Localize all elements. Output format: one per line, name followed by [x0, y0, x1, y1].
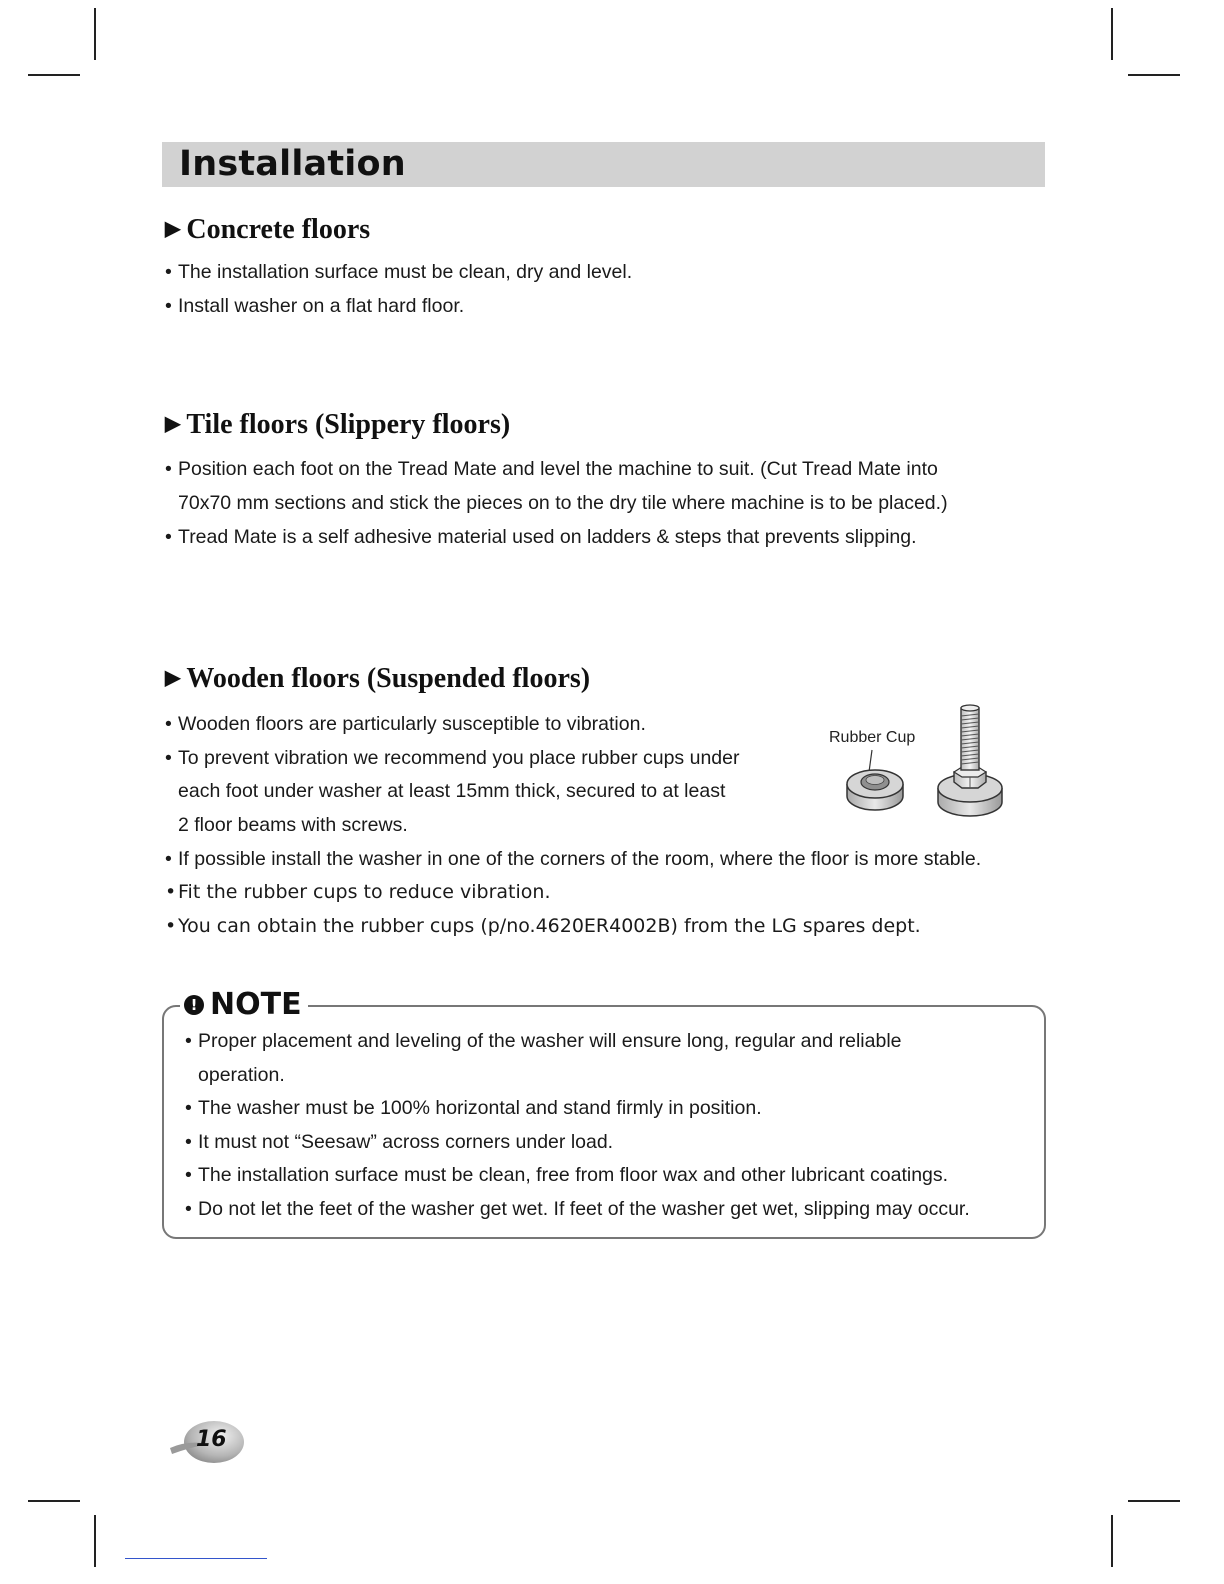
footer-rule — [125, 1558, 267, 1559]
bullet-icon: • — [185, 1198, 192, 1220]
note-item: • The washer must be 100% horizontal and stand firmly in position. — [185, 1097, 762, 1119]
list-item: •You can obtain the rubber cups (p/no.4620ER4002B) from the LG spares dept. — [165, 915, 921, 937]
bullet-icon: • — [165, 458, 172, 480]
section-heading-concrete: ▶ Concrete floors — [165, 214, 371, 245]
list-item-continuation: 70x70 mm sections and stick the pieces on to the dry tile where machine is to be placed.) — [178, 492, 948, 514]
page-number: 16 — [196, 1427, 227, 1452]
bullet-icon: • — [185, 1131, 192, 1153]
list-item: • Tread Mate is a self adhesive material used on ladders & steps that prevents slipping. — [165, 526, 917, 548]
bullet-icon: • — [165, 747, 172, 769]
section-heading-tile: ▶ Tile floors (Slippery floors) — [165, 409, 511, 440]
crop-mark — [28, 1500, 80, 1502]
list-item: •Fit the rubber cups to reduce vibration. — [165, 881, 551, 903]
rubber-cup-illustration — [820, 700, 1020, 825]
list-item: • The installation surface must be clean, dry and level. — [165, 261, 633, 283]
bullet-icon: • — [185, 1164, 192, 1186]
rubber-cup-label: Rubber Cup — [829, 729, 916, 746]
bullet-icon: • — [165, 713, 172, 735]
section-heading-wooden: ▶ Wooden floors (Suspended floors) — [165, 663, 591, 694]
leader-line — [869, 750, 872, 772]
crop-mark — [94, 8, 96, 60]
note-item: • Proper placement and leveling of the washer will ensure long, regular and reliable — [185, 1030, 902, 1052]
bullet-icon: • — [185, 1030, 192, 1052]
note-item: • It must not “Seesaw” across corners under load. — [185, 1131, 614, 1153]
crop-mark — [1128, 74, 1180, 76]
bullet-icon: • — [165, 915, 177, 937]
adjustable-foot-icon — [938, 705, 1002, 816]
bullet-icon: • — [165, 261, 172, 283]
list-item: • Install washer on a flat hard floor. — [165, 295, 465, 317]
triangle-icon: ▶ — [165, 413, 181, 435]
bullet-icon: • — [165, 526, 172, 548]
list-item-continuation: 2 floor beams with screws. — [178, 814, 408, 836]
triangle-icon: ▶ — [165, 218, 181, 240]
bullet-icon: • — [165, 295, 172, 317]
rubber-cup-icon — [847, 770, 903, 810]
note-item-continuation: operation. — [198, 1064, 285, 1086]
crop-mark — [1111, 8, 1113, 60]
list-item-continuation: each foot under washer at least 15mm thick, secured to at least — [178, 780, 726, 802]
note-heading: ! NOTE — [180, 986, 308, 1024]
crop-mark — [28, 74, 80, 76]
bullet-icon: • — [165, 848, 172, 870]
triangle-icon: ▶ — [165, 667, 181, 689]
crop-mark — [94, 1515, 96, 1567]
page-title: Installation — [179, 144, 406, 184]
crop-mark — [1111, 1515, 1113, 1567]
bullet-icon: • — [165, 881, 177, 903]
bullet-icon: • — [185, 1097, 192, 1119]
note-item: • Do not let the feet of the washer get wet. If feet of the washer get wet, slipping may occur. — [185, 1198, 970, 1220]
note-item: • The installation surface must be clean, free from floor wax and other lubricant coatings. — [185, 1164, 949, 1186]
list-item: • If possible install the washer in one of the corners of the room, where the floor is more stable. — [165, 848, 982, 870]
crop-mark — [1128, 1500, 1180, 1502]
exclamation-icon: ! — [184, 995, 204, 1015]
list-item: • Wooden floors are particularly susceptible to vibration. — [165, 713, 646, 735]
header-bar — [162, 142, 1045, 187]
list-item: • Position each foot on the Tread Mate and level the machine to suit. (Cut Tread Mate into — [165, 458, 938, 480]
list-item: • To prevent vibration we recommend you place rubber cups under — [165, 747, 740, 769]
